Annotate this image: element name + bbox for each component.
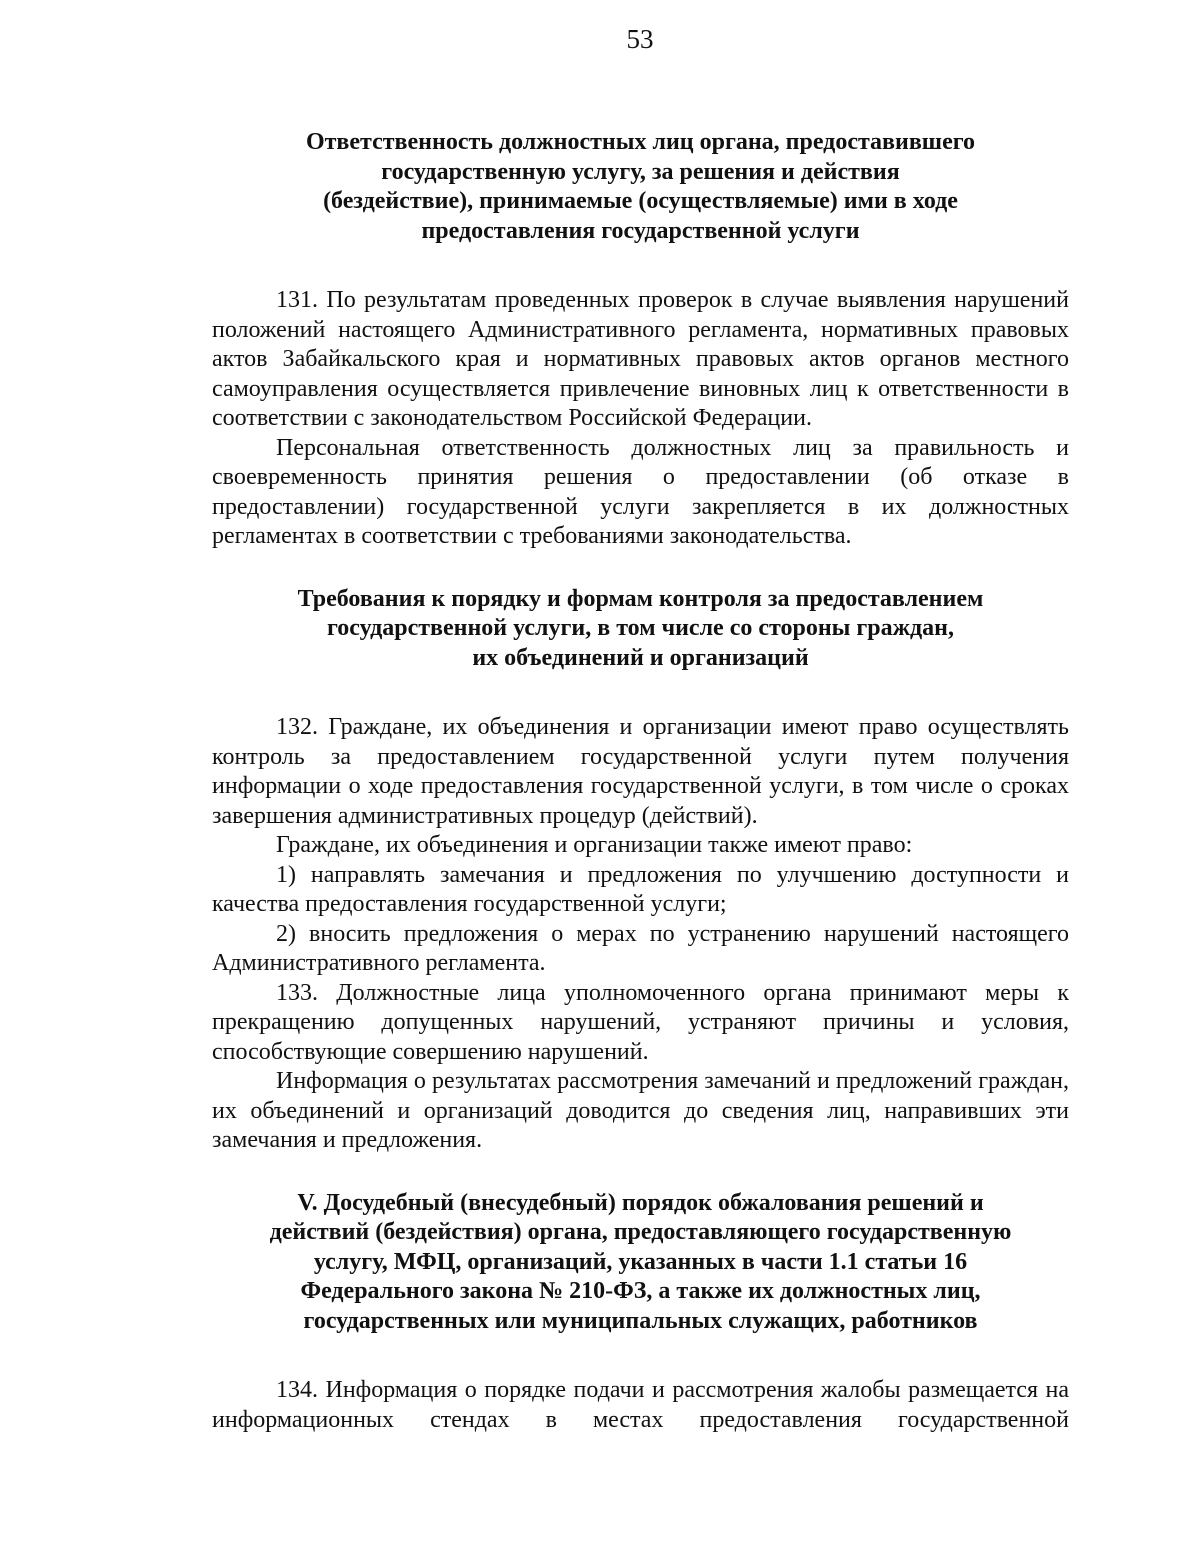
paragraph-131: 131. По результатам проведенных проверок в случае выявления нарушений положений настоящего Административного регламента, нормативных правовых актов Забайкальского края и нормативных правовых актов органов местного самоуправления осуществляется привлечение виновных лиц к ответственности в соответствии с законодательством Российской Федерации. xyxy=(212,287,1069,431)
paragraph-131-personal-responsibility: Персональная ответственность должностных лиц за правильность и своевременность принятия решения о предоставлении (об отказе в предоставлении) государственной услуги закрепляется в их должностных регламентах в соответствии с требованиями законодательства. xyxy=(212,434,1069,549)
paragraph-132-item-1: 1) направлять замечания и предложения по улучшению доступности и качества предоставления государственной услуги; xyxy=(212,861,1069,917)
heading-line: государственную услугу, за решения и действия xyxy=(381,158,900,185)
heading-line: их объединений и организаций xyxy=(472,644,809,671)
section-heading-responsibility xyxy=(212,128,1069,246)
section-heading-control xyxy=(212,585,1069,674)
paragraph-132-item-2: 2) вносить предложения о мерах по устранению нарушений настоящего Административного регламента. xyxy=(212,920,1069,976)
heading-line: предоставления государственной услуги xyxy=(421,217,860,244)
page-number: 53 xyxy=(626,24,654,54)
paragraph-134: 134. Информация о порядке подачи и рассмотрения жалобы размещается на информационных стендах в местах предоставления государственной xyxy=(212,1377,1069,1433)
document-body xyxy=(212,128,1069,1435)
heading-line: услугу, МФЦ, организаций, указанных в части 1.1 статьи 16 xyxy=(313,1248,968,1275)
paragraph-132-rights: Граждане, их объединения и организации также имеют право: xyxy=(276,832,913,858)
heading-line: государственных или муниципальных служащих, работников xyxy=(303,1307,978,1334)
heading-line: Ответственность должностных лиц органа, предоставившего xyxy=(305,129,976,155)
heading-line: Требования к порядку и формам контроля за предоставлением xyxy=(297,585,984,612)
heading-line: V. Досудебный (внесудебный) порядок обжалования решений и xyxy=(297,1189,984,1216)
heading-line: (бездействие), принимаемые (осуществляемые) ими в ходе xyxy=(323,188,958,214)
paragraph-133: 133. Должностные лица уполномоченного органа принимают меры к прекращению допущенных нарушений, устраняют причины и условия, способствующие совершению нарушений. xyxy=(212,979,1069,1065)
heading-line: действий (бездействия) органа, предоставляющего государственную xyxy=(269,1219,1012,1245)
heading-line: государственной услуги, в том числе со стороны граждан, xyxy=(326,615,955,641)
heading-line: Федерального закона № 210-ФЗ, а также их должностных лиц, xyxy=(300,1278,981,1304)
section-heading-appeal xyxy=(212,1189,1069,1337)
paragraph-132: 132. Граждане, их объединения и организации имеют право осуществлять контроль за предоставлением государственной услуги путем получения информации о ходе предоставления государственной услуги, в том числе о сроках завершения административных процедур (действий). xyxy=(212,714,1069,829)
paragraph-133-information: Информация о результатах рассмотрения замечаний и предложений граждан, их объединений и организаций доводится до сведения лиц, направивших эти замечания и предложения. xyxy=(212,1068,1069,1153)
